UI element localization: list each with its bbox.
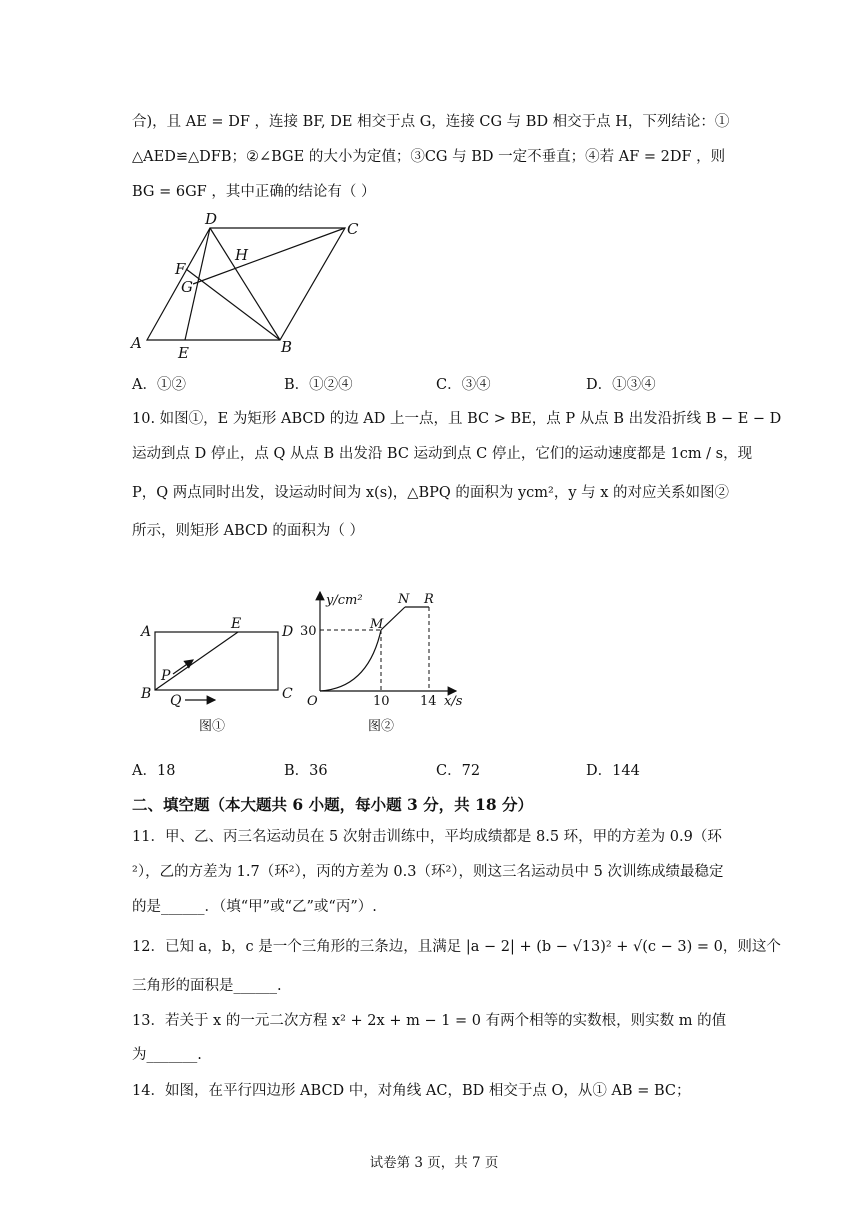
q10-line-1: 10. 如图①，E 为矩形 ABCD 的边 AD 上一点，且 BC > BE，点 P 从点 B 出发沿折线 B − E − D — [132, 411, 782, 427]
q9-option-d: D．①③④ — [586, 377, 656, 393]
page-footer: 试卷第 3 页，共 7 页 — [369, 1155, 499, 1171]
fig2-caption: 图② — [368, 719, 395, 734]
fig2-y-axis-label: y/cm² — [326, 593, 363, 608]
q14-line-1: 14．如图，在平行四边形 ABCD 中，对角线 AC，BD 相交于点 O，从① AB = BC； — [132, 1083, 691, 1099]
fig1-label-d: D — [282, 624, 294, 640]
q9-label-a: A — [131, 334, 142, 352]
q9-parallelogram-figure — [125, 212, 370, 362]
q9-label-b: B — [281, 338, 293, 356]
q9-line-3: BG = 6GF ，其中正确的结论有（ ） — [132, 184, 376, 200]
q11-line-2: ²），乙的方差为 1.7（环²），丙的方差为 0.3（环²），则这三名运动员中 5 次训练成绩最稳定 — [132, 864, 724, 880]
q9-option-b: B．①②④ — [284, 377, 353, 393]
fig1-label-b: B — [141, 686, 152, 702]
fig1-label-p: P — [161, 668, 171, 684]
q9-option-a: A．①② — [132, 377, 186, 393]
q10-option-d: D．144 — [586, 763, 640, 779]
q9-line-2: △AED≌△DFB；②∠BGE 的大小为定值；③CG 与 BD 一定不垂直；④若 AF = 2DF ，则 — [132, 149, 726, 165]
fig1-label-e: E — [231, 616, 242, 632]
q9-label-f: F — [175, 260, 186, 278]
q10-option-c: C．72 — [436, 763, 481, 779]
q9-option-c: C．③④ — [436, 377, 491, 393]
fig2-x-tick-14: 14 — [420, 694, 437, 709]
q10-line-4: 所示，则矩形 ABCD 的面积为（ ） — [132, 523, 364, 539]
q10-option-b: B．36 — [284, 763, 328, 779]
q9-label-g: G — [181, 278, 193, 296]
q9-label-h: H — [235, 246, 249, 264]
q13-line-1: 13．若关于 x 的一元二次方程 x² + 2x + m − 1 = 0 有两个相等的实数根，则实数 m 的值 — [132, 1013, 727, 1029]
q10-option-a: A．18 — [132, 763, 176, 779]
q10-graph-figure — [298, 588, 468, 738]
q12-line-2: 三角形的面积是______. — [132, 978, 282, 994]
q11-line-3: 的是______．（填“甲”或“乙”或“丙”）. — [132, 899, 377, 915]
section-2-heading: 二、填空题（本大题共 6 小题，每小题 3 分，共 18 分） — [132, 795, 534, 814]
fig1-label-c: C — [282, 686, 293, 702]
fig2-y-tick-30: 30 — [300, 624, 317, 639]
fig2-point-n: N — [398, 592, 410, 607]
fig2-origin-label: O — [307, 694, 318, 709]
fig2-point-r: R — [424, 592, 434, 607]
q10-line-2: 运动到点 D 停止，点 Q 从点 B 出发沿 BC 运动到点 C 停止，它们的运动速度都是 1cm / s，现 — [132, 446, 753, 462]
q13-line-2: 为_______. — [132, 1047, 202, 1063]
fig2-x-axis-label: x/s — [444, 694, 463, 709]
fig1-label-a: A — [141, 624, 152, 640]
q9-label-c: C — [347, 220, 359, 238]
q10-rectangle-figure — [135, 612, 300, 742]
q9-label-e: E — [178, 344, 189, 362]
q10-line-3: P，Q 两点同时出发，设运动时间为 x(s)，△BPQ 的面积为 ycm²，y 与 x 的对应关系如图② — [132, 485, 730, 501]
q12-line-1: 12．已知 a，b，c 是一个三角形的三条边，且满足 |a − 2| + (b − √13)² + √(c − 3) = 0，则这个 — [132, 939, 781, 955]
fig2-point-m: M — [370, 617, 384, 632]
fig2-x-tick-10: 10 — [373, 694, 390, 709]
q11-line-1: 11．甲、乙、丙三名运动员在 5 次射击训练中，平均成绩都是 8.5 环，甲的方差为 0.9（环 — [132, 829, 722, 845]
fig1-label-q: Q — [170, 693, 182, 709]
q9-line-1: 合)，且 AE = DF ，连接 BF, DE 相交于点 G，连接 CG 与 BD 相交于点 H，下列结论：① — [132, 114, 730, 130]
q9-label-d: D — [205, 212, 218, 228]
fig1-caption: 图① — [199, 719, 226, 734]
